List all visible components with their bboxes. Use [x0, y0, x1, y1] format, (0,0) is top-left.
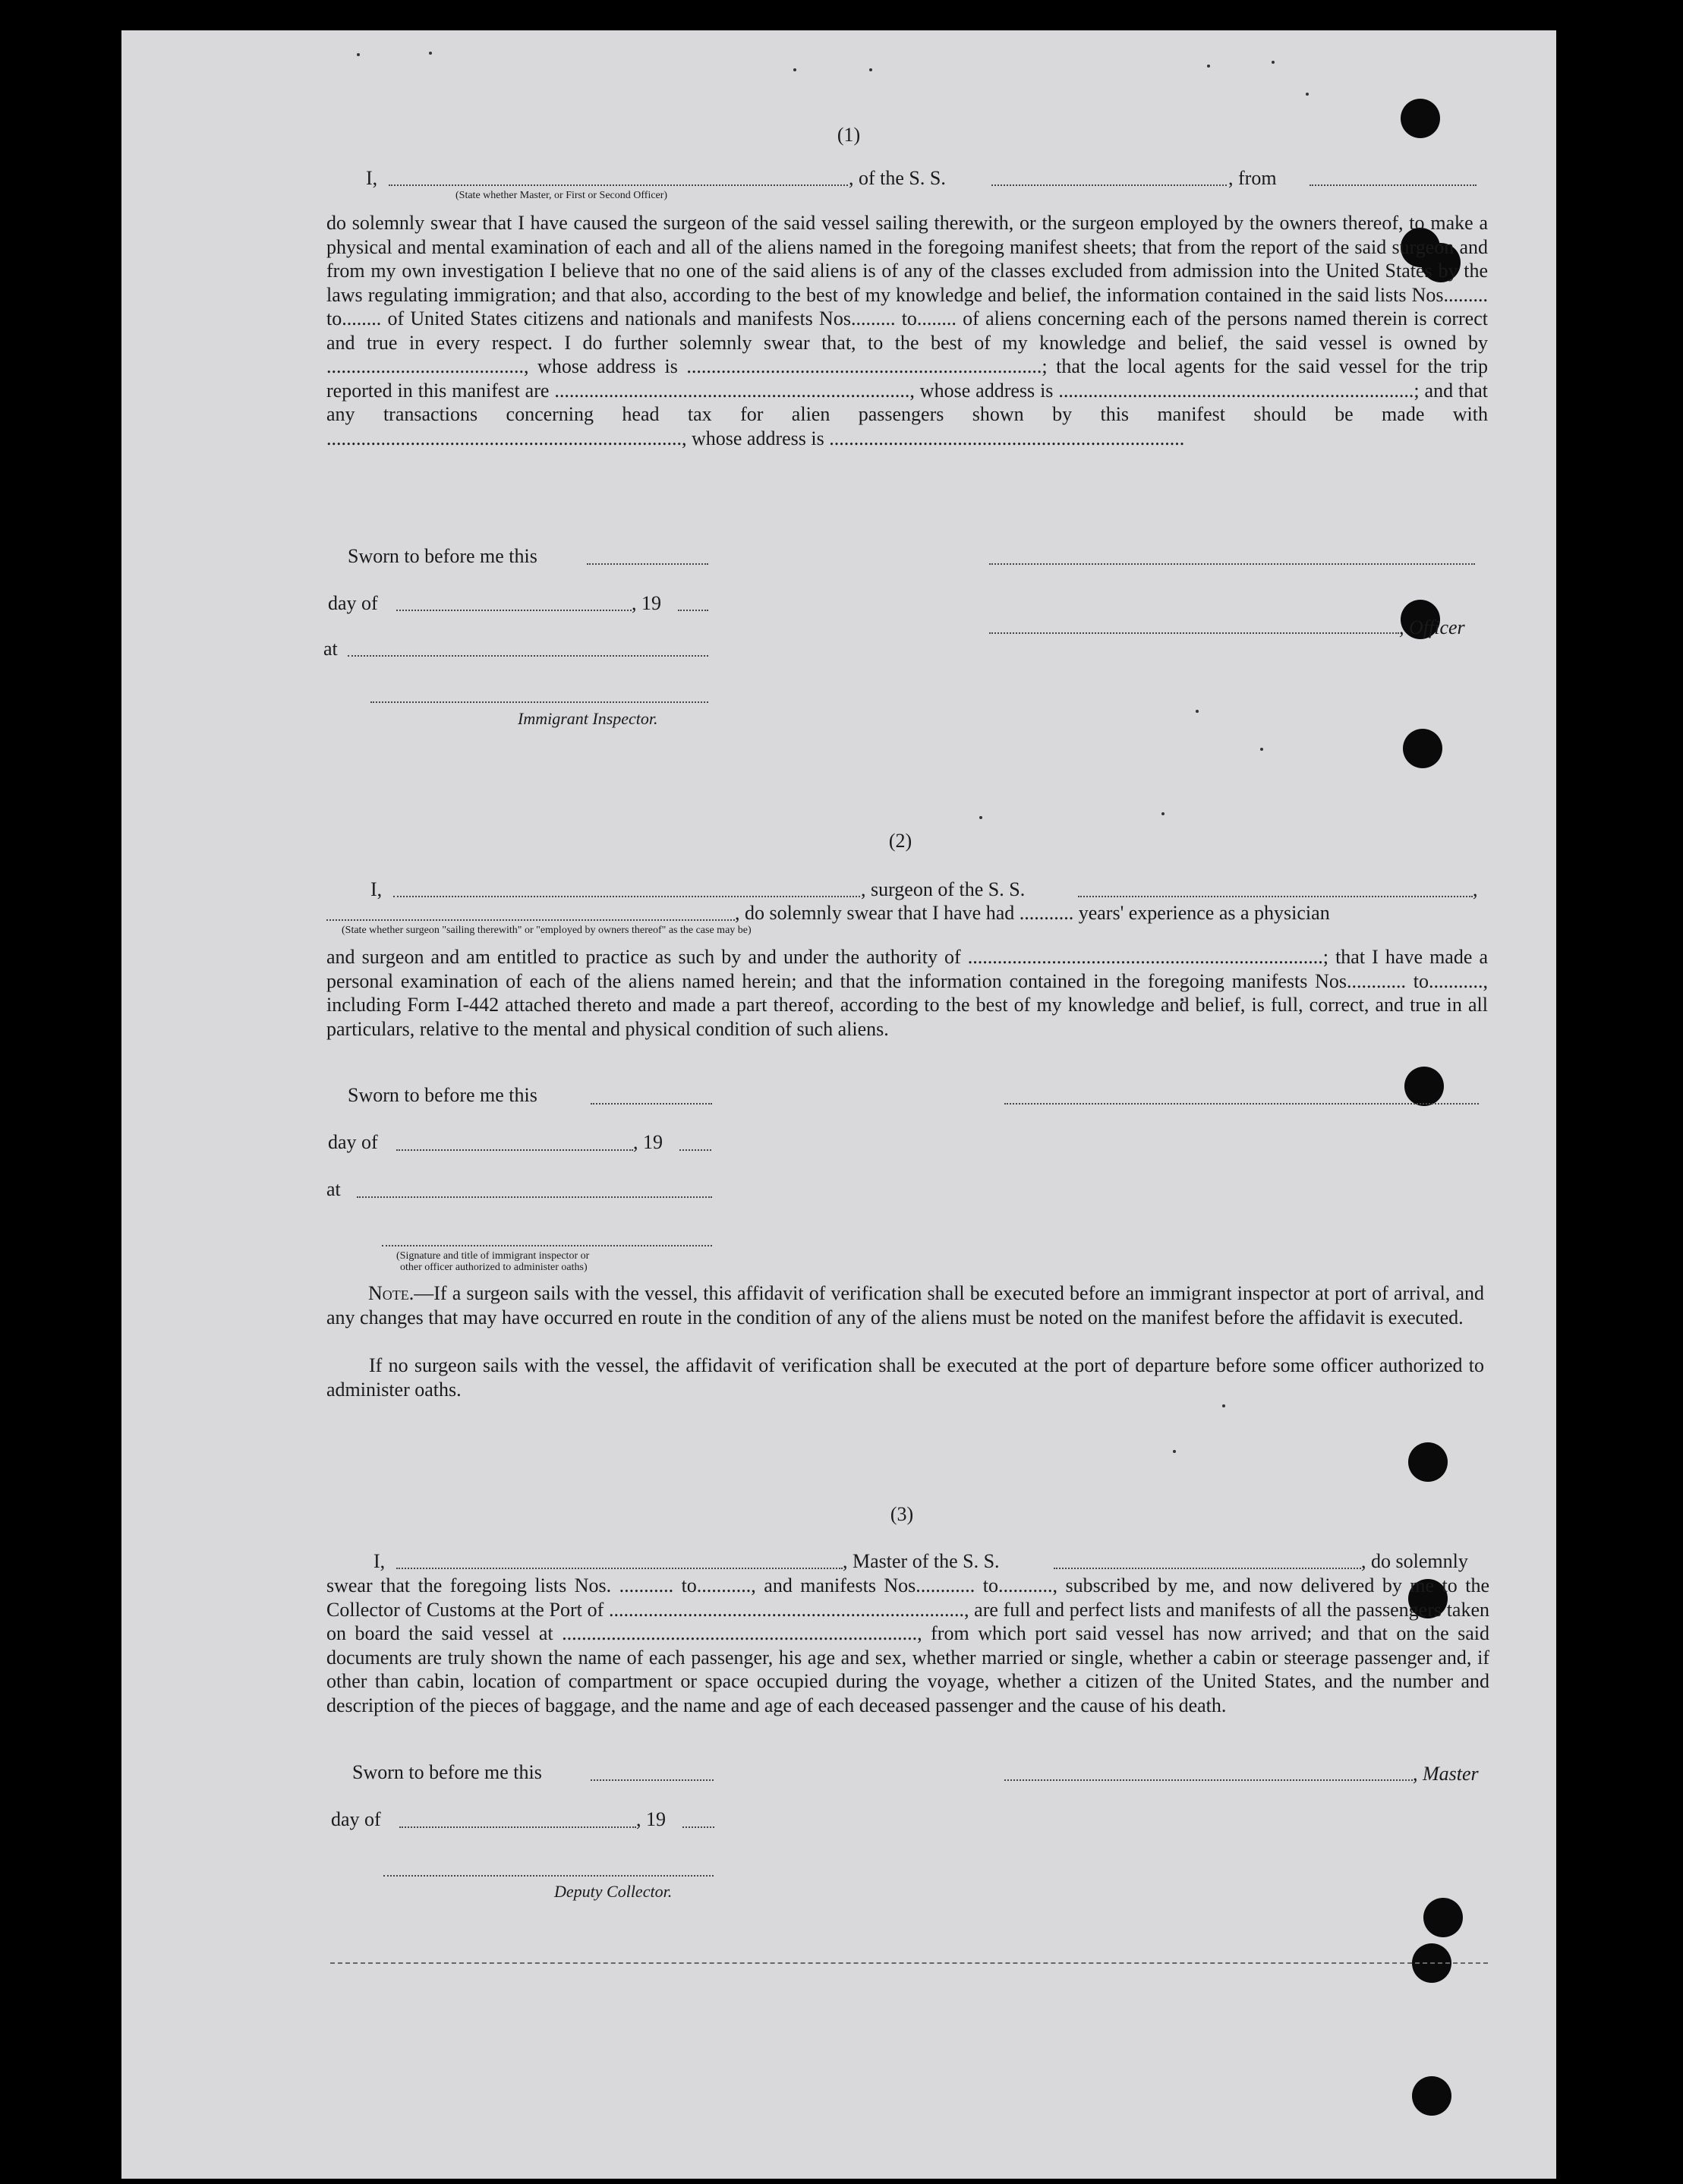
s3-master-signature-field[interactable] — [1004, 1779, 1413, 1781]
s1-year-field[interactable] — [678, 610, 708, 611]
s1-inspector-signature-field[interactable] — [370, 701, 708, 703]
section-1-heading: (1) — [837, 124, 861, 146]
bottom-rule — [330, 1962, 1488, 1964]
punch-hole — [1404, 1067, 1444, 1106]
s1-vessel-label: , of the S. S. — [849, 167, 946, 189]
s2-vessel-label: , surgeon of the S. S. — [861, 878, 1026, 900]
s1-officer-line[interactable] — [989, 632, 1399, 634]
s1-from-field[interactable] — [1310, 184, 1477, 186]
s2-sworn-date-field[interactable] — [591, 1103, 712, 1105]
s1-at-label: at — [323, 638, 338, 660]
s2-inspector-signature-field[interactable] — [382, 1245, 712, 1246]
s2-day-field[interactable] — [396, 1149, 633, 1151]
s2-year-field[interactable] — [679, 1149, 711, 1151]
s3-line1-i: I, — [373, 1550, 386, 1572]
s3-sworn-date-field[interactable] — [591, 1779, 714, 1781]
s1-vessel-field[interactable] — [991, 184, 1227, 186]
punch-hole — [1412, 2076, 1451, 2116]
s3-collector-signature-field[interactable] — [383, 1875, 714, 1877]
s1-officer-rank-field[interactable] — [389, 184, 848, 186]
s3-master-name-field[interactable] — [396, 1568, 843, 1569]
s2-type-note: (State whether surgeon "sailing therewith" or "employed by owners thereof" as the case may be) — [342, 925, 752, 936]
s3-oath-body: swear that the foregoing lists Nos. ........... to..........., and manifests Nos............ to..........., subscribed by me, and now delivered by me to the Collector of Customs at the Port of ........................................................................, are full and perfect lists and manifests of all the passengers taken on board the said vessel at ........................................................................, from which port said vessel has now arrived; and that on the said documents are truly shown the name of each passenger, his age and sex, whether married or single, whether a cabin or steerage passenger and, if other than cabin, location of compartment or space occupied during the voyage, whether a citizen of the United States, and the number and description of the pieces of baggage, and the name and age of each deceased passenger and the cause of his death. — [326, 1574, 1489, 1716]
s3-day-of-label: day of — [331, 1808, 381, 1830]
s2-at-field[interactable] — [357, 1196, 712, 1198]
s1-officer-signature-field[interactable] — [989, 563, 1475, 565]
s2-day-of-label: day of — [328, 1131, 378, 1153]
s3-year-label: , 19 — [636, 1808, 666, 1830]
s1-inspector-label: Immigrant Inspector. — [518, 709, 658, 728]
section-3-heading: (3) — [890, 1503, 914, 1525]
s2-at-label: at — [326, 1178, 341, 1200]
s2-note — [326, 1281, 1484, 1329]
s3-day-field[interactable] — [399, 1826, 636, 1828]
s1-year-label: , 19 — [632, 592, 661, 614]
s1-line1-i: I, — [366, 167, 378, 189]
punch-hole — [1401, 99, 1440, 138]
s1-oath-body: do solemnly swear that I have caused the surgeon of the said vessel sailing therewith, or the surgeon employed by the owners thereof, to make a physical and mental examination of each and all of the aliens named in the foregoing manifest sheets; that from the report of the said surgeon and from my own investigation I believe that no one of the said aliens is of any of the classes excluded from admission into the United States by the laws regulating immigration; and that also, according to the best of my knowledge and belief, the information contained in the said lists Nos......... to........ of United States citizens and nationals and manifests Nos......... to........ of aliens concerning each of the persons named therein is correct and true in every respect. I do further solemnly swear that, to the best of my knowledge and belief, the said vessel is owned by ........................................, whose address is ........................................................................; that the local agents for the said vessel for the trip reported in this manifest are ........................................................................, whose address is ........................................................................; and that any transactions concerning head tax for alien passengers shown by this manifest should be made with ........................................................................, whose address is ........................................................................ — [326, 212, 1488, 449]
s2-line1-i: I, — [370, 878, 383, 900]
punch-hole — [1423, 1898, 1463, 1937]
s3-solemnly-label: , do solemnly — [1361, 1550, 1468, 1572]
s2-surgeon-type-field[interactable] — [326, 919, 735, 921]
s2-sig-note-1: (Signature and title of immigrant inspector or — [396, 1250, 590, 1262]
s1-sworn-label: Sworn to before me this — [348, 545, 537, 567]
s2-year-label: , 19 — [633, 1131, 663, 1153]
s2-note-text: —If a surgeon sails with the vessel, this affidavit of verification shall be executed before an immigrant inspector at port of arrival, and any changes that may have occurred en route in the condition of any of the aliens must be noted on the manifest before the affidavit is executed. — [326, 1282, 1484, 1328]
s2-note-2: If no surgeon sails with the vessel, the affidavit of verification shall be executed at the port of departure before some officer authorized to administer oaths. — [326, 1354, 1484, 1401]
s1-rank-note: (State whether Master, or First or Second Officer) — [455, 190, 668, 201]
s1-sworn-date-field[interactable] — [587, 563, 708, 565]
s3-collector-label: Deputy Collector. — [554, 1882, 673, 1901]
s3-vessel-field[interactable] — [1054, 1568, 1361, 1569]
s1-at-field[interactable] — [348, 655, 708, 657]
s1-from-label: , from — [1228, 167, 1277, 189]
punch-hole — [1403, 729, 1442, 768]
document-page — [121, 30, 1556, 2179]
s2-sworn-label: Sworn to before me this — [348, 1084, 537, 1106]
s1-day-of-label: day of — [328, 592, 378, 614]
s2-experience-line: , do solemnly swear that I have had ........... years' experience as a physician — [735, 902, 1330, 924]
s3-master-label: , Master — [1413, 1763, 1479, 1785]
punch-hole — [1408, 1442, 1448, 1482]
s1-day-field[interactable] — [396, 610, 632, 611]
s1-officer-label: , Officer — [1399, 616, 1465, 638]
s2-sig-note-2: other officer authorized to administer oaths) — [400, 1262, 588, 1273]
s2-vessel-comma: , — [1473, 878, 1478, 900]
section-2-heading: (2) — [888, 830, 912, 852]
s3-year-field[interactable] — [682, 1826, 714, 1828]
s3-sworn-label: Sworn to before me this — [352, 1761, 542, 1783]
s2-surgeon-name-field[interactable] — [393, 896, 860, 897]
s2-vessel-field[interactable] — [1078, 896, 1473, 897]
s2-oath-body: and surgeon and am entitled to practice as such by and under the authority of ........................................................................; that I have made a personal examination of each of the aliens named herein; and that the information contained in the foregoing manifests Nos............ to..........., including Form I-442 attached thereto and made a part thereof, according to the best of my knowledge and belief, is full, correct, and true in all particulars, relative to the mental and physical condition of such aliens. — [326, 946, 1488, 1040]
s2-surgeon-signature-field[interactable] — [1004, 1103, 1479, 1105]
s2-note-label: Note. — [368, 1282, 414, 1304]
s3-vessel-label: , Master of the S. S. — [843, 1550, 1000, 1572]
